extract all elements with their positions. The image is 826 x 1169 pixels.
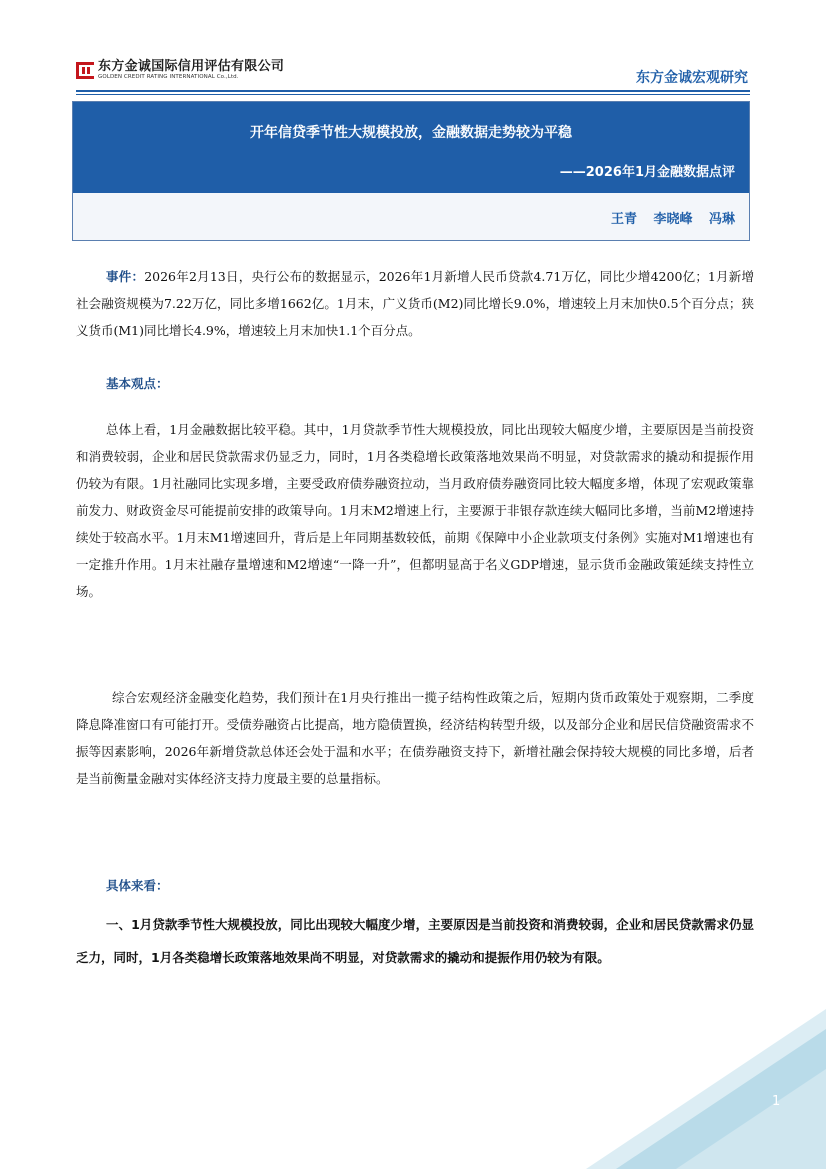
event-label: 事件： [106, 269, 145, 284]
event-paragraph [76, 263, 754, 344]
report-title: 开年信贷季节性大规模投放，金融数据走势较为平稳 [250, 125, 572, 141]
company-logo [76, 60, 284, 81]
basic-views-heading: 基本观点： [106, 376, 169, 391]
event-text: 2026年2月13日，央行公布的数据显示，2026年1月新增人民币贷款4.71万亿，同比少增4200亿；1月新增社会融资规模为7.22万亿，同比多增1662亿。1月末，广义货币(M2)同比增长9.0%，增速较上月末加快0.5个百分点；狭义货币(M1)同比增长4.9%，增速较上月末加快1.1个百分点。 [76, 269, 754, 338]
page-number: 1 [772, 1094, 781, 1109]
details-paragraph-1: 一、1月贷款季节性大规模投放，同比出现较大幅度少增，主要原因是当前投资和消费较弱，企业和居民贷款需求仍显乏力，同时，1月各类稳增长政策落地效果尚不明显，对贷款需求的撬动和提振作用仍较为有限。 [76, 917, 754, 965]
report-authors: 王青 李晓峰 冯琳 [610, 212, 735, 227]
banner-title-block [73, 102, 749, 193]
basic-views-paragraph-2: 综合宏观经济金融变化趋势，我们预计在1月央行推出一揽子结构性政策之后，短期内货币政策处于观察期，二季度降息降准窗口有可能打开。受债券融资占比提高，地方隐债置换，经济结构转型升级，以及部分企业和居民信贷融资需求不振等因素影响，2026年新增贷款总体还会处于温和水平；在债券融资支持下，新增社融会保持较大规模的同比多增，后者是当前衡量金融对实体经济支持力度最主要的总量指标。 [76, 690, 754, 786]
report-subtitle: ——2026年1月金融数据点评 [559, 165, 735, 180]
logo-company-name: 东方金诚国际信用评估有限公司 [98, 59, 285, 74]
basic-views-paragraph-1: 总体上看，1月金融数据比较平稳。其中，1月贷款季节性大规模投放，同比出现较大幅度少增，主要原因是当前投资和消费较弱，企业和居民贷款需求仍显乏力，同时，1月各类稳增长政策落地效果尚不明显，对贷款需求的撬动和提振作用仍较为有限。1月社融同比实现多增，主要受政府债券融资拉动，当月政府债券融资同比较大幅度多增，体现了宏观政策靠前发力、财政资金尽可能提前安排的政策导向。1月末M2增速上行，主要源于非银存款连续大幅同比多增，当前M2增速持续处于较高水平。1月末M1增速回升，背后是上年同期基数较低，前期《保障中小企业款项支付条例》实施对M1增速也有一定推升作用。1月末社融存量增速和M2增速“一降一升”，但都明显高于名义GDP增速，显示货币金融政策延续支持性立场。 [76, 422, 754, 599]
logo-company-name-en: GOLDEN CREDIT RATING INTERNATIONAL Co.,Ltd. [98, 74, 239, 80]
report-title-banner [72, 101, 750, 241]
header-divider [76, 90, 750, 92]
corner-decoration [586, 1009, 826, 1169]
details-heading: 具体来看： [106, 878, 169, 893]
header-divider-thin [76, 94, 750, 95]
banner-author-block [73, 193, 749, 240]
report-series-label: 东方金诚宏观研究 [636, 70, 748, 86]
logo-emblem-icon [76, 62, 94, 79]
